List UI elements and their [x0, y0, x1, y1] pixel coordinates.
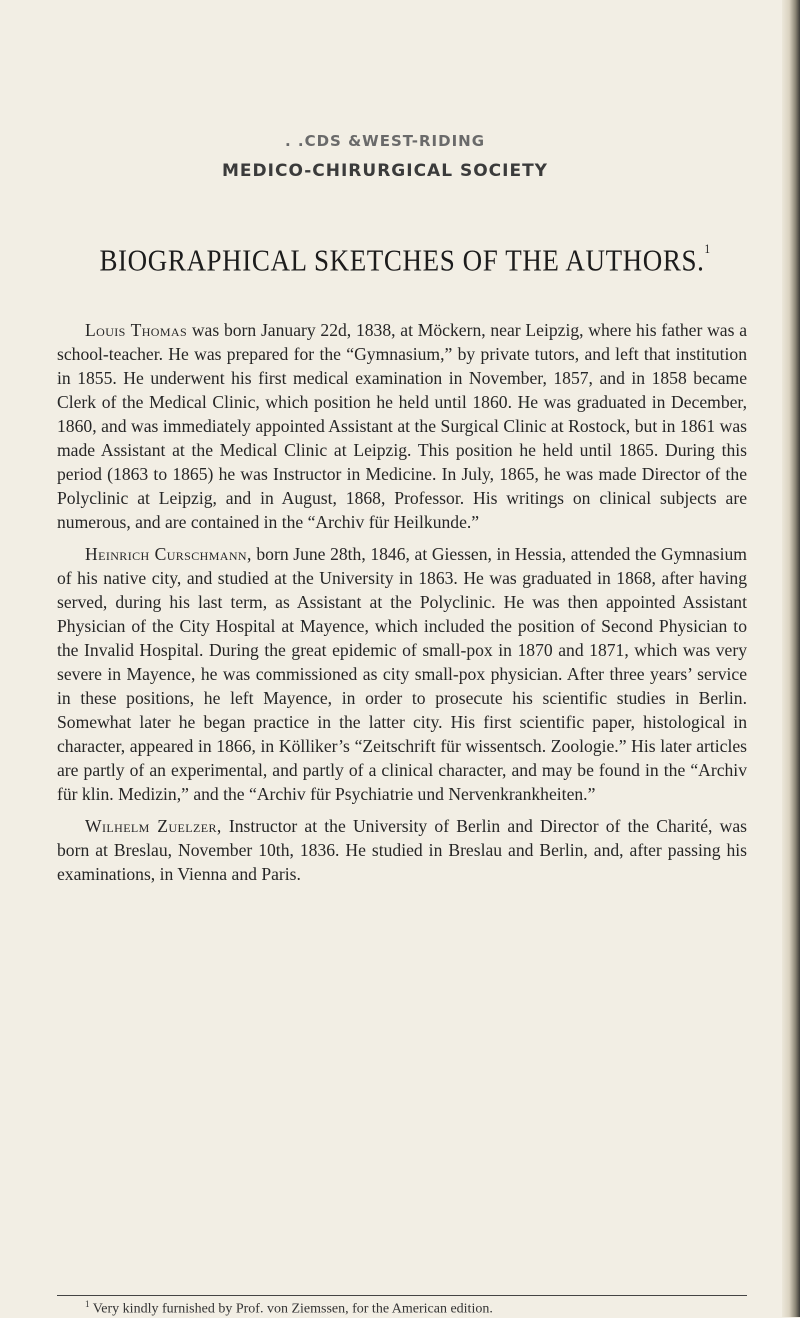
paragraph-heinrich-curschmann — [57, 542, 747, 806]
body-text — [57, 318, 747, 894]
page-title — [50, 243, 760, 279]
author-name: Heinrich Curschmann, — [85, 544, 252, 564]
paragraph-text: born June 28th, 1846, at Giessen, in Hessia, attended the Gymnasium of his native city, and studied at the University in 1863. He was graduated in 1868, after having served, during his last term, as Assistant at the Polyclinic. He was then appointed Assistant Physician of the City Hospital at Mayence, which included the position of Second Physician to the Invalid Hospital. During the great epidemic of small-pox in 1870 and 1871, which was very severe in Mayence, he was commissioned as city small-pox physician. After three years’ service in these positions, he left Mayence, in order to prosecute his scientific studies in Berlin. Somewhat later he began practice in the latter city. His first scientific paper, histological in character, appeared in 1866, in Kölliker’s “Zeitschrift für wissentsch. Zoologie.” His later articles are partly of an experimental, and partly of a clinical character, and may be found in the “Archiv für klin. Medizin,” and the “Archiv für Psychiatrie und Nervenkrankheiten.” — [57, 544, 747, 804]
author-name: Louis Thomas — [85, 320, 188, 340]
paragraph-louis-thomas — [57, 318, 747, 534]
library-stamp-line1: . .CDS &WEST-RIDING — [284, 132, 486, 150]
author-name: Wilhelm Zuelzer, — [85, 816, 222, 836]
library-stamp-line2: MEDICO-CHIRURGICAL SOCIETY — [222, 161, 548, 181]
footnote-marker: 1 — [85, 1299, 90, 1309]
title-footnote-marker: 1 — [704, 242, 711, 257]
paragraph-wilhelm-zuelzer — [57, 814, 747, 886]
footnote — [85, 1299, 765, 1318]
footnote-divider — [57, 1295, 747, 1296]
page-edge — [782, 0, 800, 1317]
paragraph-text: Instructor at the University of Berlin and Director of the Charité, was born at Breslau, November 10th, 1836. He studied in Breslau and Berlin, and, after passing his examinations, in Vienna and Paris. — [57, 816, 747, 884]
footnote-text: Very kindly furnished by Prof. von Ziemssen, for the American edition. — [89, 1301, 493, 1317]
paragraph-text: was born January 22d, 1838, at Möckern, near Leipzig, where his father was a school-teacher. He was prepared for the “Gymnasium,” by private tutors, and left that institution in 1855. He underwent his first medical examination in November, 1857, and in 1858 became Clerk of the Medical Clinic, which position he held until 1860. He was graduated in December, 1860, and was immediately appointed Assistant at the Surgical Clinic at Rostock, but in 1861 was made Assistant at the Medical Clinic at Leipzig. This position he held until 1865. During this period (1863 to 1865) he was Instructor in Medicine. In July, 1865, he was made Director of the Polyclinic at Leipzig, and in August, 1868, Professor. His writings on clinical subjects are numerous, and are contained in the “Archiv für Heilkunde.” — [57, 320, 748, 532]
page-title-text: BIOGRAPHICAL SKETCHES OF THE AUTHORS. — [99, 242, 705, 278]
